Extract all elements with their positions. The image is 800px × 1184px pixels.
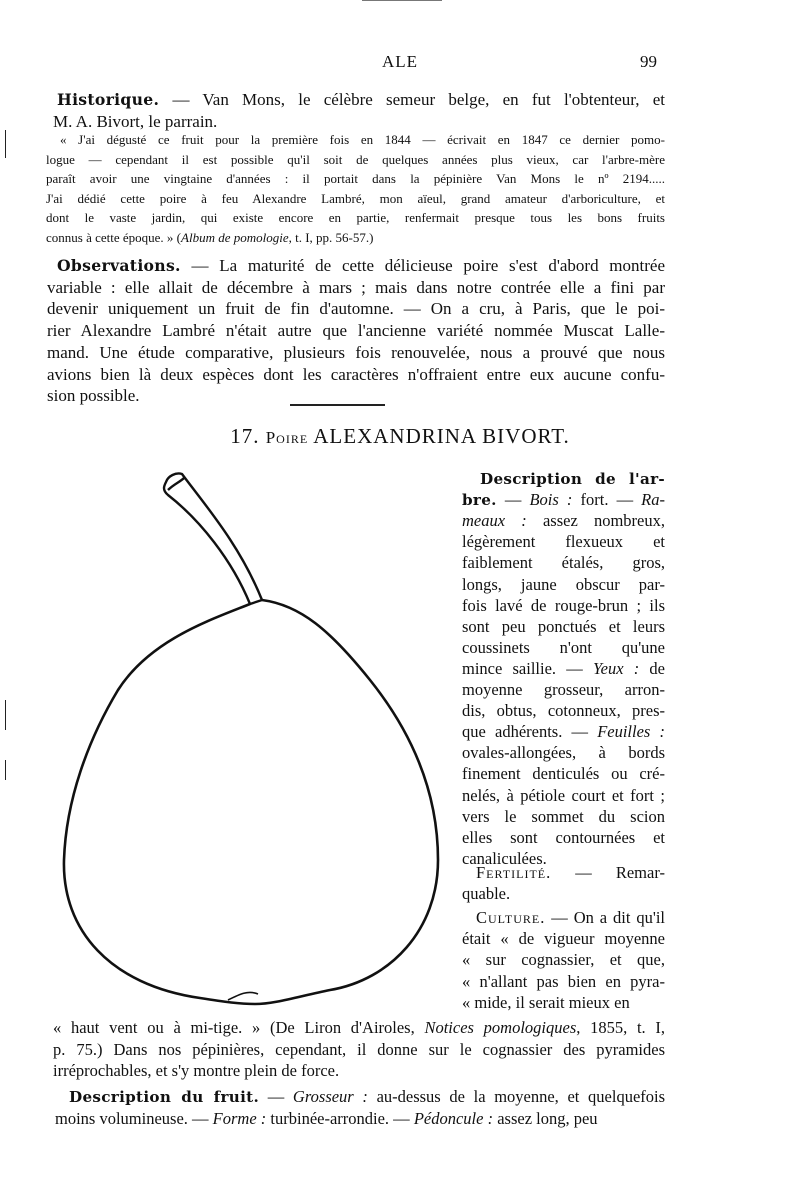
text-run: rier Alexandre Lambré n'était autre que l'ancienne variété nommée Muscat Lalle- (47, 321, 665, 341)
text-run: dis, obtus, cotonneux, pres- (462, 701, 665, 721)
paragraph-heading: Historique. (57, 90, 160, 109)
text-run: était « de vigueur moyenne (462, 929, 665, 949)
text-run: nelés, à pétiole court et fort ; (462, 785, 665, 805)
text-run: assez long, peu (493, 1109, 598, 1128)
smallcaps-heading: Culture. (476, 908, 546, 927)
text-run: quable. (462, 884, 511, 903)
text-run: canaliculées. (462, 848, 547, 868)
text-run: variable : elle allait de décembre à mars ; mais dans notre contrée elle a fini par (47, 277, 665, 297)
paragraph-heading: Description du fruit. (69, 1088, 260, 1106)
text-run: « n'allant pas bien en pyra- (462, 971, 665, 991)
text-run: « sur cognassier, et que, (462, 950, 665, 970)
text-run: fois lavé de rouge-brun ; ils (462, 595, 665, 615)
text-run: elles sont contournées et (462, 827, 665, 847)
text-run: moyenne grosseur, arron- (462, 680, 665, 699)
italic-term: Pédoncule : (413, 1109, 494, 1128)
paragraph-heading: Description de l'ar- (480, 470, 665, 488)
text-run: devenir uniquement un fruit de fin d'automne. — On a cru, à Paris, que le poi- (47, 299, 665, 319)
text-run: logue — cependant il est possible qu'il soit de quelques années plus vieux, car l'arbre-mère (46, 151, 665, 167)
smallcaps-heading: Fertilité. (476, 863, 552, 882)
section-name: ALEXANDRINA BIVORT. (313, 424, 570, 448)
text-run: coussinets n'ont qu'une (462, 637, 665, 657)
page-number: 99 (640, 52, 657, 71)
paragraph-heading: bre. (462, 491, 497, 510)
text-run: vers le sommet du scion (462, 806, 665, 826)
text-run: assez nombreux, (526, 511, 666, 531)
text-run: irréprochables, et s'y montre plein de force. (53, 1061, 340, 1080)
running-title: ALE (381, 52, 419, 71)
pear-stem (164, 473, 262, 604)
italic-term: Grosseur : (292, 1087, 368, 1106)
text-run: mince saillie. — (462, 658, 593, 678)
text-run: « haut vent ou à mi-tige. » (De Liron d'Airoles, (53, 1018, 425, 1037)
text-run: mand. Une étude comparative, plusieurs fois renouvelée, nous a prouvé que nous (47, 342, 665, 362)
italic-term: Forme : (212, 1109, 267, 1128)
section-number: 17. (230, 424, 260, 448)
text-run: — Remar- (551, 863, 665, 882)
italic-term: Notices pomologiques (424, 1018, 577, 1037)
text-run: faiblement étalés, gros, (462, 553, 665, 573)
italic-term: Ra- (641, 490, 665, 510)
text-run: turbinée-arrondie. — (266, 1109, 414, 1128)
text-run: sion possible. (47, 386, 140, 406)
text-run: « mide, il serait mieux en (462, 992, 630, 1012)
text-run: — (496, 490, 530, 510)
italic-term: Feuilles : (597, 722, 665, 742)
text-run: finement denticulés ou cré- (462, 764, 665, 784)
text-run: — Van Mons, le célèbre semeur belge, en fut l'obtenteur, et (159, 90, 665, 109)
text-run: , t. I, pp. 56-57.) (288, 230, 374, 245)
italic-term: Album de pomologie (181, 230, 289, 245)
text-run: — (259, 1087, 293, 1106)
text-run: — On a dit qu'il (545, 908, 665, 927)
text-run: M. A. Bivort, le parrain. (53, 112, 218, 131)
text-run: — La maturité de cette délicieuse poire s'est d'abord montrée (180, 256, 665, 275)
section-prefix: Poire (265, 428, 309, 447)
text-run: sont peu ponctués et leurs (462, 616, 665, 636)
text-run: longs, jaune obscur par- (462, 574, 665, 594)
text-run: que adhérents. — (462, 722, 598, 742)
text-run: paraît avoir une vingtaine d'années : il portait dans la pépinière Van Mons le nº 2194..... (46, 171, 665, 187)
text-run: fort. — (572, 490, 642, 510)
paragraph-heading: Observations. (57, 256, 181, 275)
text-run: au-dessus de la moyenne, et quelquefois (367, 1087, 666, 1106)
text-run: J'ai dédié cette poire à feu Alexandre Lambré, mon aïeul, grand amateur d'arboriculture, et (46, 190, 665, 206)
pear-outline (64, 600, 438, 1004)
italic-term: Bois : (529, 490, 573, 510)
text-run: moins volumineuse. — (55, 1109, 213, 1128)
text-run: avions bien là deux espèces dont les caractères n'offraient entre eux aucune confu- (47, 364, 665, 384)
text-run: ovales-allongées, à bords (462, 743, 665, 763)
text-run: légèrement flexueux et (462, 532, 665, 552)
text-run: de (639, 658, 665, 678)
italic-term: Yeux : (592, 658, 640, 678)
text-run: p. 75.) Dans nos pépinières, cependant, il donne sur le cognassier des pyramides (53, 1039, 665, 1059)
italic-term: meaux : (462, 511, 527, 531)
text-run: dont le vaste jardin, qui existe encore en partie, renfermait presque tous les bons fruits (46, 210, 665, 226)
text-run: « J'ai dégusté ce fruit pour la première fois en 1844 — écrivait en 1847 ce dernier pomo- (60, 132, 665, 147)
text-run: connus à cette époque. » ( (46, 230, 182, 245)
text-run: , 1855, t. I, (576, 1018, 665, 1037)
